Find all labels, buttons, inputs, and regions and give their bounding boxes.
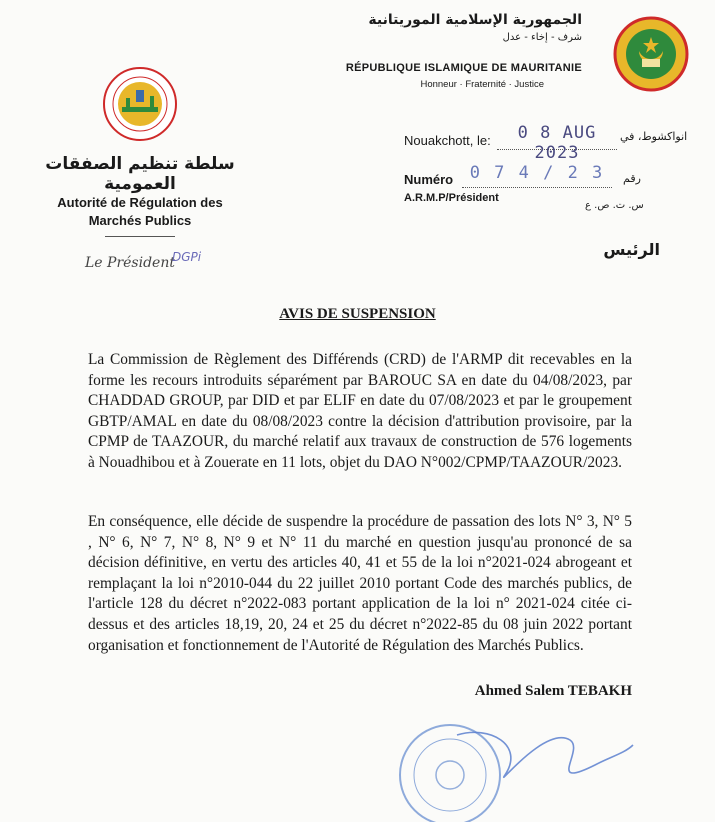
number-reference-ar: س. ت. ص. ع — [585, 200, 644, 211]
place-label-ar: انواكشوط، في — [620, 130, 688, 143]
notice-title-text: AVIS DE SUSPENSION — [279, 306, 436, 322]
armp-seal-icon — [102, 66, 178, 142]
header-arabic-motto: شرف - إخاء - عدل — [502, 32, 582, 43]
header-french-title: RÉPUBLIQUE ISLAMIQUE DE MAURITANIE — [345, 62, 582, 74]
notice-paragraph-1: La Commission de Règlement des Différends (CRD) de l'ARMP dit recevables en la forme les recours introduits séparément par BAROUC SA en date du 04/08/2023, par CHADDAD GROUP, par DID et par ELIF en date du 07/08/2023 et par le groupement GBTP/AMAL en date du 08/08/2023 contre la décision d'attribution provisoire, par la CPMP de TAAZOUR, du marché relatif aux travaux de construction de 576 logements à Nouadhibou et à Zouerate en 11 lots, objet du DAO N°002/CPMP/TAAZOUR/2023. — [88, 351, 632, 471]
date-stamp: 0 8 AUG 2023 — [497, 123, 617, 150]
notice-title — [0, 306, 715, 323]
divider — [105, 236, 175, 237]
number-label-ar: رقم — [623, 172, 641, 185]
number-reference: A.R.M.P/Président — [404, 192, 499, 204]
authority-name-line2: Marchés Publics — [88, 213, 192, 228]
authority-name-line1: Autorité de Régulation des — [57, 195, 223, 210]
header-arabic-title: الجمهورية الإسلامية الموريتانية — [368, 12, 582, 28]
place-label: Nouakchott, le: — [404, 133, 491, 148]
notice-paragraph-2: En conséquence, elle décide de suspendre la procédure de passation des lots N° 3, N° 5 , N° 6, N° 7, N° 8, N° 9 et N° 11 du marché en question jusqu'au prononcé de sa décision définitive, en vertu des articles 40, 41 et 55 de la loi n°2021-024 abrogeant et remplaçant la loi n°2010-044 du 22 juillet 2010 portant Code des marchés publics, de l'article 128 du décret n°2022-083 portant application de la loi n° 2021-024 citée ci-dessus et des articles 18,19, 20, 24 et 25 du décret n°2022-85 du 08 juin 2022 portant organisation et fonctionnement de l'Autorité de Régulation des Marchés Publics. — [88, 513, 632, 654]
authority-french-name — [40, 194, 240, 230]
number-label: Numéro — [404, 172, 454, 187]
header-french-motto: Honneur · Fraternité · Justice — [420, 79, 544, 90]
president-label-ar: الرئيس — [603, 240, 660, 259]
handwritten-mark: DGPi — [172, 250, 202, 264]
official-stamp-icon — [395, 705, 635, 822]
president-label-fr: Le Président — [85, 255, 175, 271]
authority-arabic-name: سلطة تنظيم الصفقات العمومية — [45, 154, 235, 194]
national-seal-icon — [612, 15, 690, 93]
signatory-name: Ahmed Salem TEBAKH — [474, 683, 632, 699]
number-value: 0 7 4 / 2 3 — [462, 163, 612, 188]
